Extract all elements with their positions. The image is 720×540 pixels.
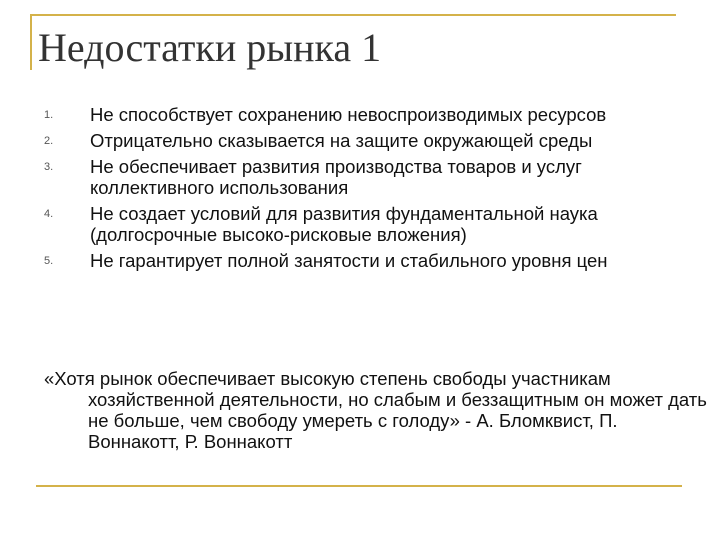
list-item-text: Отрицательно сказывается на защите окружающей среды [90, 130, 593, 151]
list-item-number: 1. [44, 109, 54, 121]
list-item [44, 203, 684, 245]
list-item-text: Не обеспечивает развития производства товаров и услуг коллективного использования [90, 156, 582, 198]
list-item [44, 156, 684, 198]
list-item [44, 250, 684, 271]
top-rule [30, 14, 676, 16]
list-item-number: 4. [44, 208, 54, 220]
list-item [44, 130, 684, 151]
list-item-text: Не способствует сохранению невоспроизводимых ресурсов [90, 104, 607, 125]
slide-title: Недостатки рынка 1 [38, 25, 382, 70]
list-item-text: Не создает условий для развития фундаментальной наука (долгосрочные высоко-рисковые вложения) [90, 203, 598, 245]
list-item-number: 5. [44, 255, 54, 267]
left-rule [30, 14, 32, 70]
list-item-text: Не гарантирует полной занятости и стабильного уровня цен [90, 250, 608, 271]
quote-paragraph: «Хотя рынок обеспечивает высокую степень свободы участникам хозяйственной деятельности, но слабым и беззащитным он может дать не больше, чем свободу умереть с голоду» - А. Бломквист, П. Воннакотт, Р. Воннакотт [44, 368, 707, 452]
numbered-list [44, 104, 684, 276]
list-item-number: 3. [44, 161, 54, 173]
list-item [44, 104, 684, 125]
list-item-number: 2. [44, 135, 54, 147]
bottom-rule [36, 485, 682, 487]
